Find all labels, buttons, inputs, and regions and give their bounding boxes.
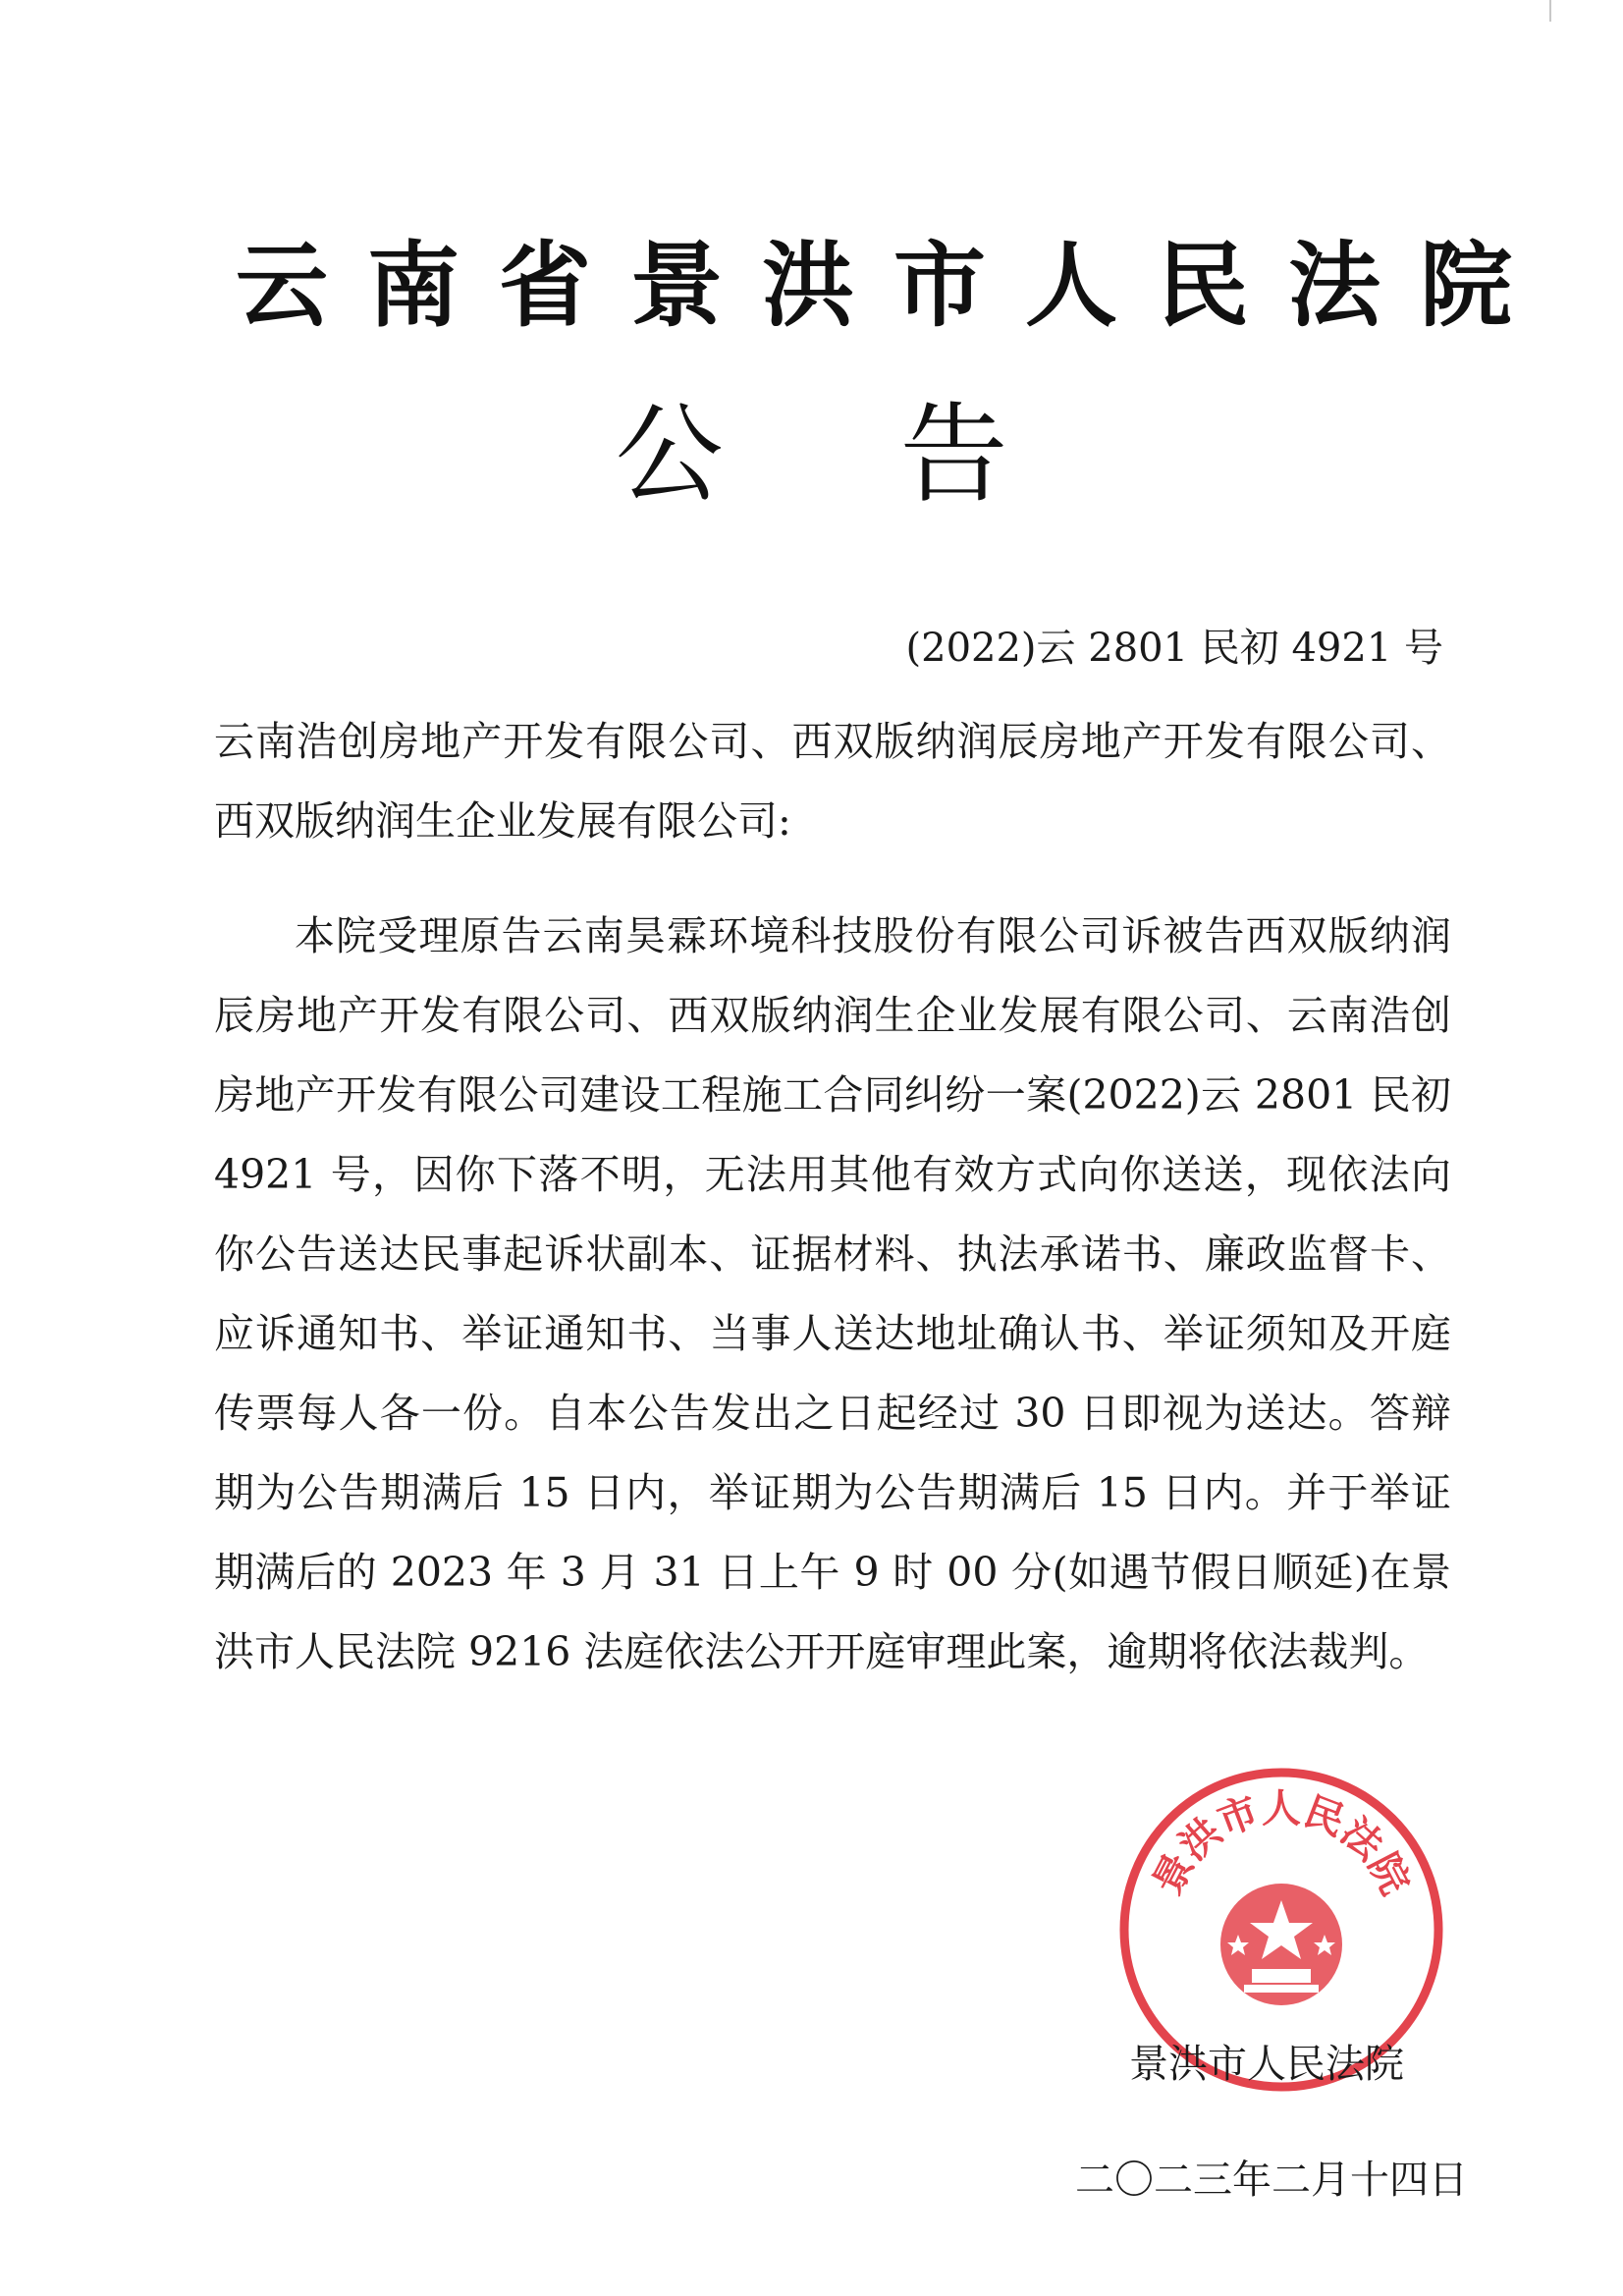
case-number: (2022)云 2801 民初 4921 号 — [905, 626, 1443, 671]
addressee: 云南浩创房地产开发有限公司、西双版纳润辰房地产开发有限公司、西双版纳润生企业发展有限公司: — [214, 718, 1451, 845]
notice-body — [214, 702, 1451, 1692]
scan-mark — [1549, 0, 1551, 22]
notice-content: 本院受理原告云南昊霖环境科技股份有限公司诉被告西双版纳润辰房地产开发有限公司、西双版纳润生企业发展有限公司、云南浩创房地产开发有限公司建设工程施工合同纠纷一案(2022)云 2801 民初 4921 号，因你下落不明，无法用其他有效方式向你送送，现依法向你公告送达民事起诉状副本、证据材料、执法承诺书、廉政监督卡、应诉通知书、举证通知书、当事人送达地址确认书、举证须知及开庭传票每人各一份。自本公告发出之日起经过 30 日即视为送达。答辩期为公告期满后 15 日内，举证期为公告期满后 15 日内。并于举证期满后的 2023 年 3 月 31 日上午 9 时 00 分(如遇节假日顺延)在景洪市人民法院 9216 法庭依法公开开庭审理此案，逾期将依法裁判。 — [214, 912, 1451, 1675]
court-name-heading: 云南省景洪市人民法院 — [236, 233, 1552, 340]
notice-title: 公告 — [615, 392, 1185, 518]
signature-court: 景洪市人民法院 — [1129, 2042, 1404, 2087]
seal-text: 景洪市人民法院 — [1145, 1786, 1418, 1902]
issue-date: 二〇二三年二月十四日 — [1075, 2158, 1468, 2203]
